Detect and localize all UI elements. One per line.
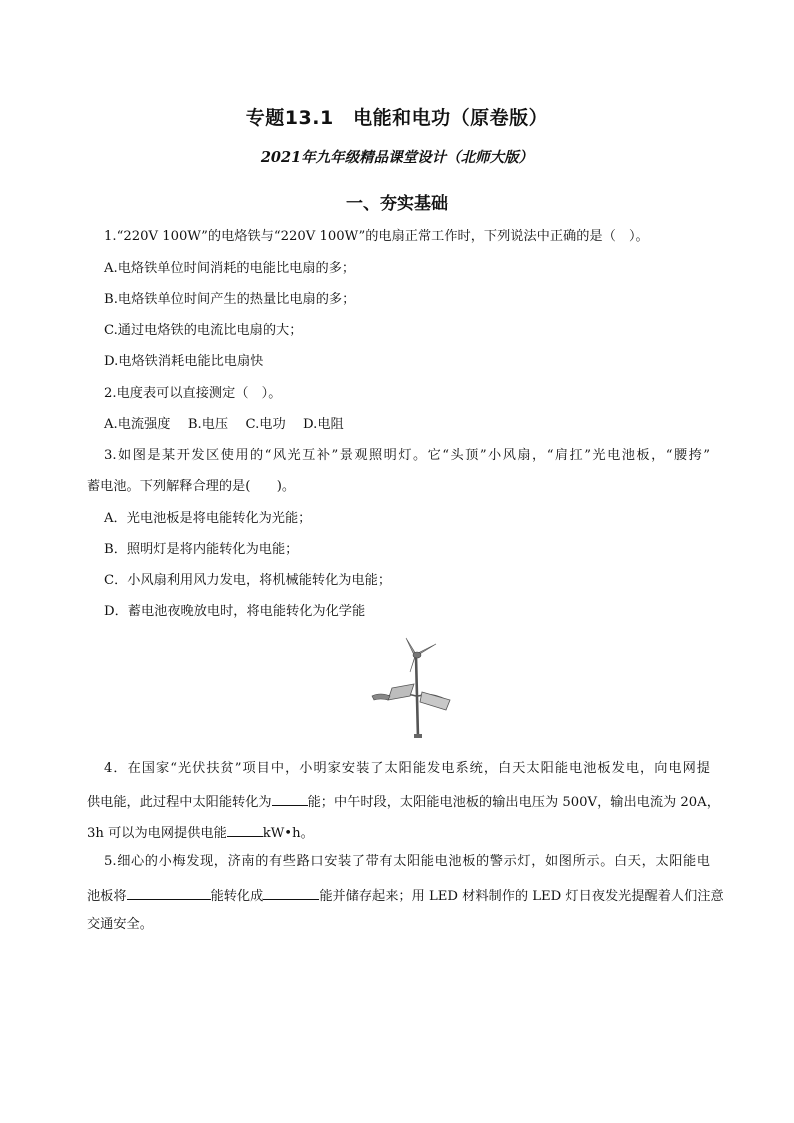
question-2-stem: 2.电度表可以直接测定（ ）。 (104, 386, 282, 401)
question-4-blank-1 (272, 791, 308, 806)
question-4-blank-2 (227, 822, 263, 837)
question-5-line-2-part-b: 能转化成 (210, 889, 264, 904)
document-title: 专题13.1 电能和电功（原卷版） (245, 107, 549, 129)
question-1-option-d: D.电烙铁消耗电能比电扇快 (104, 354, 264, 369)
question-3-stem-line-1: 3.如图是某开发区使用的“风光互补”景观照明灯。它“头顶”小风扇，“肩扛”光电池板，“腰挎” (104, 448, 710, 463)
question-5-line-1: 5.细心的小梅发现，济南的有些路口安装了带有太阳能电池板的警示灯，如图所示。白天，太阳能电 (104, 854, 710, 869)
question-4-line-3-part-b: kW•h。 (262, 826, 314, 841)
question-2-options: A.电流强度 B.电压 C.电功 D.电阻 (104, 417, 344, 432)
question-1-option-b: B.电烙铁单位时间产生的热量比电扇的多； (104, 292, 356, 307)
wind-solar-lamp-icon (358, 634, 466, 742)
question-1-stem: 1.“220V 100W”的电烙铁与“220V 100W”的电扇正常工作时，下列说法中正确的是（ ）。 (104, 229, 649, 244)
question-5-blank-1 (127, 885, 211, 900)
question-3-option-d: D．蓄电池夜晚放电时，将电能转化为化学能 (104, 604, 366, 619)
question-5-blank-2 (263, 885, 319, 900)
question-4-line-1: 4．在国家“光伏扶贫”项目中，小明家安装了太阳能发电系统，白天太阳能电池板发电，向电网提 (104, 761, 710, 776)
question-3-stem-line-2: 蓄电池。下列解释合理的是( )。 (87, 479, 296, 494)
question-5-line-2 (87, 885, 724, 906)
question-4-line-2-part-b: 能；中午时段，太阳能电池板的输出电压为 500V，输出电流为 20A， (307, 795, 720, 810)
question-3-option-b: B．照明灯是将内能转化为电能； (104, 542, 299, 557)
question-1-option-c: C.通过电烙铁的电流比电扇的大； (104, 323, 303, 338)
question-5-line-2-part-c: 能并储存起来；用 LED 材料制作的 LED 灯日夜发光提醒着人们注意 (319, 889, 724, 904)
question-3-option-a: A．光电池板是将电能转化为光能； (104, 511, 312, 526)
question-1-option-a: A.电烙铁单位时间消耗的电能比电扇的多； (104, 261, 356, 276)
question-5-line-3: 交通安全。 (87, 917, 153, 932)
section-heading: 一、夯实基础 (346, 194, 448, 214)
question-3-option-c: C．小风扇利用风力发电，将机械能转化为电能； (104, 573, 392, 588)
wind-solar-lamp-figure (358, 634, 466, 742)
question-4-line-2 (87, 791, 720, 812)
question-5-line-2-part-a: 池板将 (87, 889, 127, 904)
question-4-line-3 (87, 822, 314, 843)
question-4-line-2-part-a: 供电能，此过程中太阳能转化为 (87, 795, 272, 810)
question-4-line-3-part-a: 3h 可以为电网提供电能 (87, 826, 227, 841)
document-subtitle: 2021年九年级精品课堂设计（北师大版） (260, 149, 534, 166)
